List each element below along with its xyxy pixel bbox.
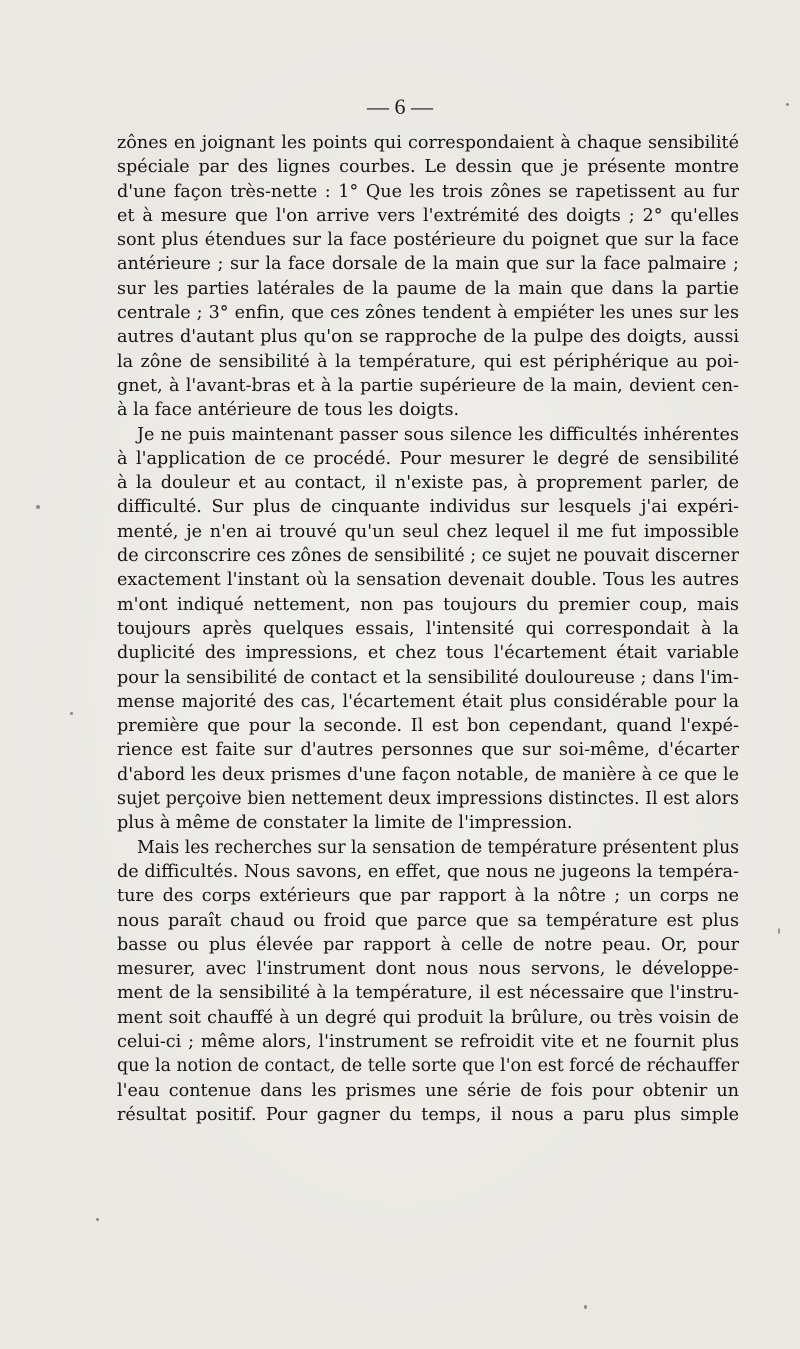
text-line: que la notion de contact, de telle sorte que l'on est forcé de réchauffer <box>117 1056 739 1077</box>
text-line: rience est faite sur d'autres personnes que sur soi-même, d'écarter <box>117 740 739 761</box>
text-line: à l'application de ce procédé. Pour mesurer le degré de sensibilité <box>117 448 739 469</box>
text-line: d'abord les deux prismes d'une façon notable, de manière à ce que le <box>117 764 739 785</box>
text-line: antérieure ; sur la face dorsale de la main que sur la face palmaire ; <box>117 254 739 275</box>
text-line: l'eau contenue dans les prismes une série de fois pour obtenir un <box>117 1080 739 1101</box>
text-line: mense majorité des cas, l'écartement était plus considérable pour la <box>117 691 739 712</box>
text-line: menté, je n'en ai trouvé qu'un seul chez lequel il me fut impossible <box>117 521 739 542</box>
text-line: gnet, à l'avant-bras et à la partie supérieure de la main, devient cen- <box>117 375 739 396</box>
text-line: pour la sensibilité de contact et la sensibilité douloureuse ; dans l'im- <box>117 667 739 688</box>
text-line: centrale ; 3° enfin, que ces zônes tendent à empiéter les unes sur les <box>117 303 739 324</box>
text-line: de circonscrire ces zônes de sensibilité ; ce sujet ne pouvait discerner <box>117 546 739 567</box>
paper-speck <box>36 505 40 509</box>
text-line: ment de la sensibilité à la température, il est nécessaire que l'instru- <box>117 983 739 1004</box>
text-line: nous paraît chaud ou froid que parce que sa température est plus <box>117 910 739 931</box>
text-line: première que pour la seconde. Il est bon cependant, quand l'expé- <box>117 716 739 737</box>
text-line: ment soit chauffé à un degré qui produit la brûlure, ou très voisin de <box>117 1007 739 1028</box>
text-line: d'une façon très-nette : 1° Que les trois zônes se rapetissent au fur <box>117 181 739 202</box>
text-line: à la douleur et au contact, il n'existe pas, à proprement parler, de <box>117 473 739 494</box>
paper-speck <box>778 928 780 934</box>
text-line: sur les parties latérales de la paume de la main que dans la partie <box>117 278 739 299</box>
text-line: difficulté. Sur plus de cinquante individus sur lesquels j'ai expéri- <box>117 497 739 518</box>
text-line: sont plus étendues sur la face postérieure du poignet que sur la face <box>117 230 739 251</box>
text-line: basse ou plus élevée par rapport à celle de notre peau. Or, pour <box>117 934 739 955</box>
body-text <box>117 131 739 1127</box>
paper-speck <box>96 1218 99 1221</box>
text-line: sujet perçoive bien nettement deux impressions distinctes. Il est alors <box>117 789 739 810</box>
text-line: autres d'autant plus qu'on se rapproche de la pulpe des doigts, aussi <box>117 327 739 348</box>
text-line: toujours après quelques essais, l'intensité qui correspondait à la <box>117 618 739 639</box>
text-line: celui-ci ; même alors, l'instrument se refroidit vite et ne fournit plus <box>117 1031 739 1052</box>
text-line: la zône de sensibilité à la température, qui est périphérique au poi- <box>117 351 739 372</box>
text-line: et à mesure que l'on arrive vers l'extrémité des doigts ; 2° qu'elles <box>117 205 739 226</box>
paper-speck <box>584 1305 587 1309</box>
text-line: résultat positif. Pour gagner du temps, il nous a paru plus simple <box>117 1104 739 1125</box>
text-line: plus à même de constater la limite de l'impression. <box>117 813 573 834</box>
text-line: duplicité des impressions, et chez tous l'écartement était variable <box>117 643 739 664</box>
text-line: m'ont indiqué nettement, non pas toujours du premier coup, mais <box>117 594 739 615</box>
page-number: — 6 — <box>367 94 433 119</box>
text-line: Mais les recherches sur la sensation de température présentent plus <box>137 837 739 858</box>
text-line: Je ne puis maintenant passer sous silence les difficultés inhérentes <box>137 424 739 445</box>
text-line: exactement l'instant où la sensation devenait double. Tous les autres <box>117 570 739 591</box>
text-line: zônes en joignant les points qui correspondaient à chaque sensibilité <box>117 133 739 153</box>
text-line: à la face antérieure de tous les doigts. <box>117 400 460 421</box>
paper-speck <box>70 712 73 715</box>
text-line: mesurer, avec l'instrument dont nous nous servons, le développe- <box>117 959 739 980</box>
text-line: ture des corps extérieurs que par rapport à la nôtre ; un corps ne <box>117 886 739 907</box>
text-line: spéciale par des lignes courbes. Le dessin que je présente montre <box>117 157 739 178</box>
paper-speck <box>786 103 789 106</box>
text-line: de difficultés. Nous savons, en effet, que nous ne jugeons la tempéra- <box>117 861 739 882</box>
